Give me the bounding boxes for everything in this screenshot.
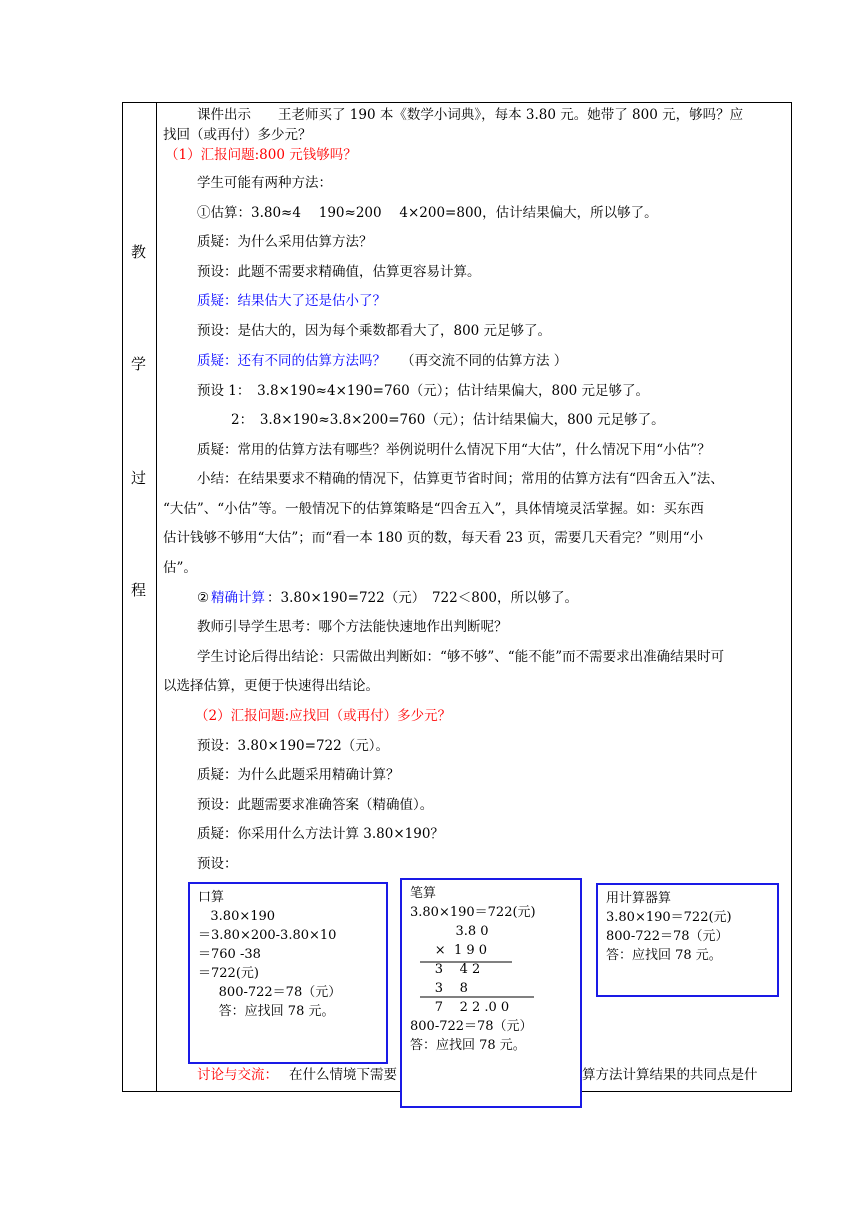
calc-row: 答：应找回 78 元。: [198, 1004, 335, 1019]
text-line: 质疑：结果估大了还是估小了？: [197, 293, 386, 309]
text-line: ：3.80×190=722（元） 722＜800，所以够了。: [267, 590, 579, 606]
calc-row: × 1 9 0: [410, 943, 488, 958]
side-column: [123, 103, 157, 1091]
text-line: 预设：: [197, 856, 238, 872]
side-char: 学: [131, 355, 147, 373]
text-line: （再交流不同的估算方法 ）: [401, 353, 568, 369]
calc-row: ＝3.80×200-3.80×10: [198, 928, 337, 943]
text-line: 2： 3.8×190≈3.8×200=760（元）；估计结果偏大，800 元足够了。: [231, 412, 665, 428]
text-line: 学生可能有两种方法：: [197, 175, 332, 191]
box-written: [400, 878, 582, 1108]
calc-row: ＝722(元): [198, 966, 259, 981]
calc-row: 答：应找回 78 元。: [410, 1038, 526, 1053]
text-line: 以选择估算，更便于快速得出结论。: [163, 678, 379, 694]
text-line: ①估算：3.80≈4 190≈200 4×200=800，估计结果偏大，所以够了。: [197, 205, 658, 221]
text-line: 预设：此题需要求准确答案（精确值）。: [197, 797, 434, 813]
text-line: 质疑：还有不同的估算方法吗？: [197, 353, 386, 369]
calc-row: 800-722＝78（元）: [606, 929, 729, 944]
box-calculator: [596, 883, 779, 997]
side-char: 程: [131, 581, 147, 599]
calc-row: 7 2 2 .0 0: [410, 1000, 510, 1015]
calc-row: 3 4 2: [410, 962, 481, 977]
text-line: 小结：在结果要求不精确的情况下，估算更节省时间；常用的估算方法有“四舍五入”法、: [197, 471, 724, 487]
text-line: 算方法计算结果的共同点是什: [582, 1067, 758, 1083]
text-line: 教师引导学生思考：哪个方法能快速地作出判断呢？: [197, 619, 508, 635]
text-line: （1）汇报问题:800 元钱够吗？: [165, 147, 357, 163]
text-line: 预设：3.80×190=722（元）。: [197, 738, 389, 754]
side-char: 过: [131, 469, 147, 487]
text-line: 质疑：常用的估算方法有哪些？举例说明什么情况下用“大估”，什么情况下用“小估”？: [197, 442, 711, 458]
text-line: 讨论与交流：: [197, 1067, 278, 1083]
text-line: 预设：是估大的，因为每个乘数都看大了，800 元足够了。: [197, 323, 552, 339]
text-line: 质疑：你采用什么方法计算 3.80×190？: [197, 826, 444, 842]
calc-row: 3 8: [410, 981, 468, 996]
text-line: 课件出示 王老师买了 190 本《数学小词典》，每本 3.80 元。她带了 800 元，够吗？应: [197, 107, 744, 123]
calc-row: ＝760 -38: [198, 947, 261, 962]
text-line: 估”。: [163, 560, 197, 576]
text-line: 质疑：为什么采用估算方法？: [197, 234, 373, 250]
text-line: 找回（或再付）多少元？: [163, 127, 312, 143]
text-line: 预设 1： 3.8×190≈4×190=760（元）；估计结果偏大，800 元足够了。: [197, 383, 650, 399]
text-line: 估计钱够不够用“大估”；而“看一本 180 页的数，每天看 23 页，需要几天看完？”则用“小: [163, 530, 704, 546]
text-line: 精确计算: [211, 590, 265, 606]
calc-row: 3.8 0: [410, 924, 489, 939]
text-line: （2）汇报问题:应找回（或再付）多少元？: [195, 708, 452, 724]
text-line: ②: [197, 590, 210, 606]
calc-row: 口算: [198, 890, 225, 905]
calc-row: 800-722＝78（元）: [410, 1019, 533, 1034]
calc-row: 用计算器算: [606, 891, 672, 906]
side-char: 教: [131, 243, 147, 261]
text-line: 学生讨论后得出结论：只需做出判断如：“够不够”、“能不能”而不需要求出准确结果时可: [197, 649, 725, 665]
calc-row: 800-722＝78（元）: [198, 985, 342, 1000]
calc-row: 答：应找回 78 元。: [606, 948, 722, 963]
text-line: 质疑：为什么此题采用精确计算？: [197, 767, 400, 783]
text-line: 在什么情境下需要: [289, 1067, 397, 1083]
text-line: “大估”、“小估”等。一般情况下的估算策略是“四舍五入”，具体情境灵活掌握。如：买东西: [163, 501, 704, 517]
text-line: 预设：此题不需要求精确值，估算更容易计算。: [197, 264, 481, 280]
calc-row: 3.80×190＝722(元): [606, 910, 732, 925]
box-mental: [188, 882, 388, 1064]
calc-row: 3.80×190＝722(元): [410, 905, 536, 920]
calc-row: 3.80×190: [198, 909, 276, 924]
calc-row: 笔算: [410, 886, 437, 901]
